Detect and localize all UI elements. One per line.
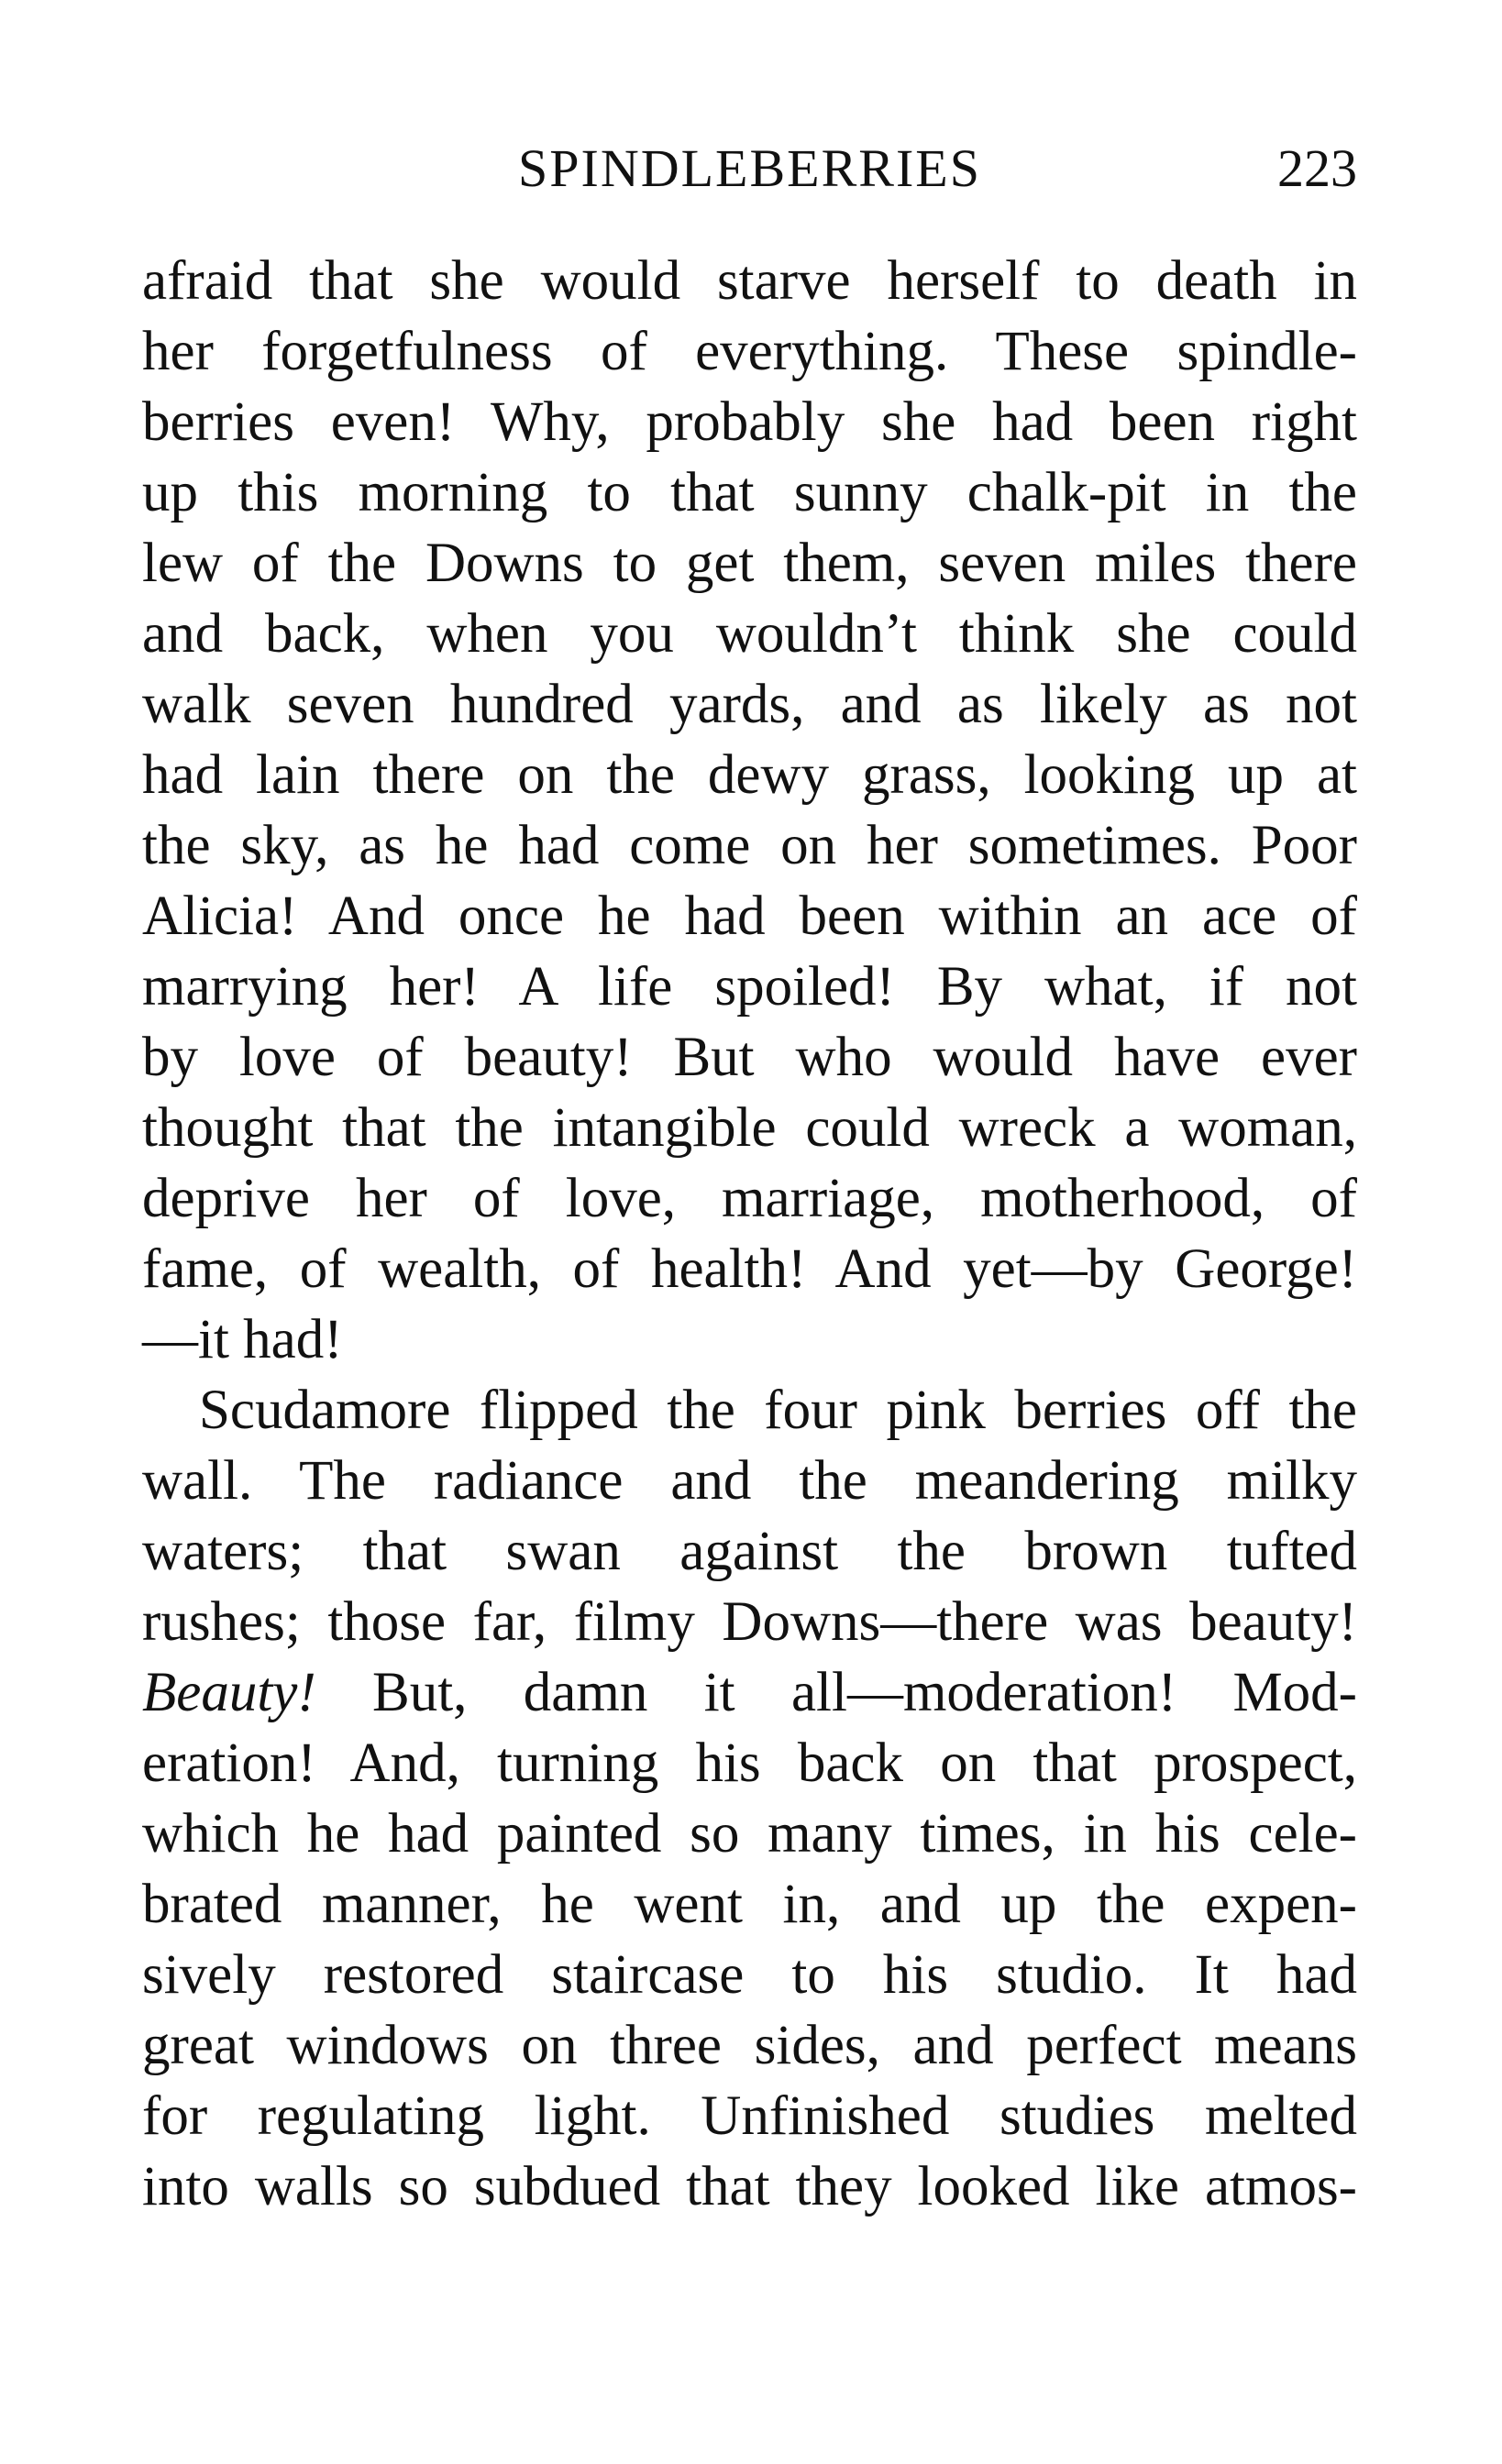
running-title: SPINDLEBERRIES — [518, 138, 981, 198]
page-number: 223 — [1277, 138, 1357, 198]
running-head — [142, 138, 1357, 211]
paragraph-end-line: —it had! — [142, 1309, 343, 1370]
text-line: Alicia! And once he had been within an ace of — [142, 886, 1357, 947]
text-line: into walls so subdued that they looked like atmos- — [142, 2156, 1357, 2217]
body-text — [142, 246, 1357, 2222]
text-line: had lain there on the dewy grass, looking up at — [142, 744, 1357, 806]
text-line: eration! And, turning his back on that prospect, — [142, 1732, 1357, 1794]
text-line: by love of beauty! But who would have ever — [142, 1027, 1357, 1088]
text-line: the sky, as he had come on her sometimes. Poor — [142, 815, 1357, 876]
text-fragment: But, damn it all—moderation! Mod- — [315, 1662, 1357, 1723]
text-line: which he had painted so many times, in his cele- — [142, 1803, 1357, 1864]
text-line: lew of the Downs to get them, seven miles there — [142, 533, 1357, 594]
text-line: berries even! Why, probably she had been right — [142, 391, 1357, 453]
text-line: waters; that swan against the brown tufted — [142, 1521, 1357, 1582]
text-line: her forgetfulness of everything. These spindle- — [142, 321, 1357, 382]
text-line: rushes; those far, filmy Downs—there was beauty! — [142, 1591, 1357, 1653]
text-line: sively restored staircase to his studio. It had — [142, 1944, 1357, 2006]
text-line: fame, of wealth, of health! And yet—by George! — [142, 1238, 1357, 1300]
text-line: and back, when you wouldn’t think she could — [142, 603, 1357, 665]
text-line: walk seven hundred yards, and as likely as not — [142, 674, 1357, 735]
text-line: thought that the intangible could wreck a woman, — [142, 1097, 1357, 1159]
text-line: for regulating light. Unfinished studies melted — [142, 2085, 1357, 2147]
text-line: brated manner, he went in, and up the expen- — [142, 1874, 1357, 1935]
text-line: great windows on three sides, and perfect means — [142, 2015, 1357, 2076]
text-line: up this morning to that sunny chalk-pit in the — [142, 462, 1357, 523]
text-line: afraid that she would starve herself to death in — [142, 250, 1357, 312]
text-line: marrying her! A life spoiled! By what, if not — [142, 956, 1357, 1018]
paragraph-start-line: Scudamore flipped the four pink berries off the — [199, 1380, 1357, 1441]
text-line: deprive her of love, marriage, motherhood, of — [142, 1168, 1357, 1229]
text-line-with-emphasis — [142, 1657, 1357, 1728]
italic-emphasis: Beauty! — [142, 1662, 316, 1723]
text-line: wall. The radiance and the meandering milky — [142, 1450, 1357, 1512]
